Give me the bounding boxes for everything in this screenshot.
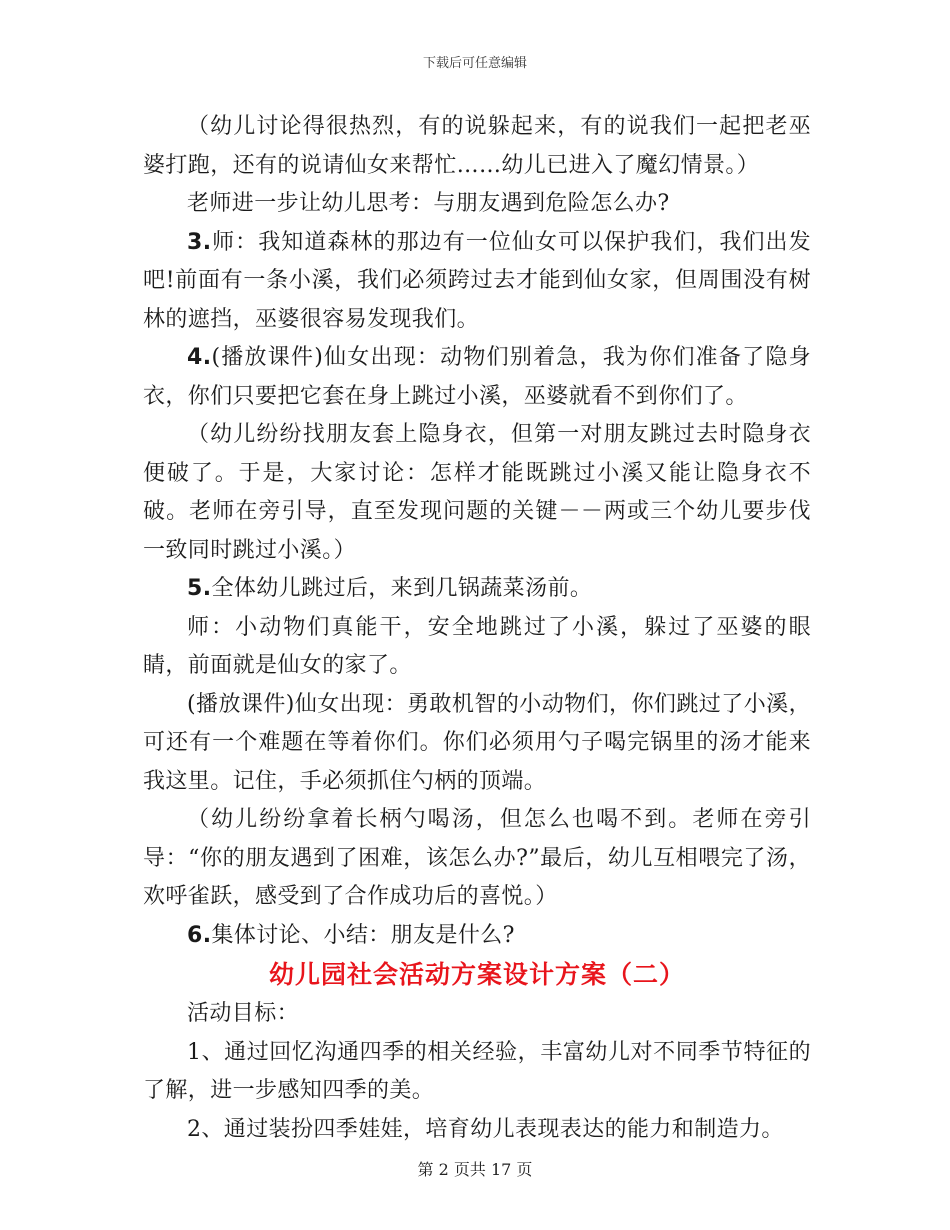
page-footer: 第 2 页共 17 页 (417, 1160, 533, 1179)
document-body (143, 108, 811, 1149)
paragraph-discussion-3: （幼儿纷纷拿着长柄勺喝汤，但怎么也喝不到。老师在旁引导：“你的朋友遇到了困难，该怎么办?”最后，幼儿互相喂完了汤，欢呼雀跃，感受到了合作成功后的喜悦。） (143, 807, 811, 909)
paragraph-discussion-2: （幼儿纷纷找朋友套上隐身衣，但第一对朋友跳过去时隐身衣便破了。于是，大家讨论：怎样才能既跳过小溪又能让隐身衣不破。老师在旁引导，直至发现问题的关键－－两或三个幼儿要步伐一致同时跳过小溪。） (143, 422, 811, 563)
paragraph-objective-2: 2、通过装扮四季娃娃，培育幼儿表现表达的能力和制造力。 (187, 1116, 784, 1142)
paragraph-step-4: 4.(播放课件)仙女出现：动物们别着急，我为你们准备了隐身衣，你们只要把它套在身上跳过小溪，巫婆就看不到你们了。 (143, 345, 811, 409)
page-header: 下载后可任意编辑 (422, 56, 527, 71)
paragraph-step-5: 5.全体幼儿跳过后，来到几锅蔬菜汤前。 (187, 576, 593, 601)
paragraph-step-3: 3.师：我知道森林的那边有一位仙女可以保护我们，我们出发吧!前面有一条小溪，我们必须跨过去才能到仙女家，但周围没有树林的遮挡，巫婆很容易发现我们。 (143, 229, 811, 332)
paragraph-fairy-challenge: (播放课件)仙女出现：勇敢机智的小动物们，你们跳过了小溪，可还有一个难题在等着你们。你们必须用勺子喝完锅里的汤才能来我这里。记住，手必须抓住勺柄的顶端。 (143, 691, 811, 794)
step-number: 3. (187, 229, 212, 255)
step-number: 5. (187, 576, 212, 601)
section-title: 幼儿园社会活动方案设计方案（二） (268, 960, 685, 989)
paragraph-teacher-praise: 师：小动物们真能干，安全地跳过了小溪，躲过了巫婆的眼睛，前面就是仙女的家了。 (143, 614, 811, 678)
paragraph-teacher-question: 老师进一步让幼儿思考：与朋友遇到危险怎么办? (187, 191, 670, 216)
paragraph-objectives-heading: 活动目标： (187, 1001, 300, 1026)
step-number: 6. (187, 922, 212, 948)
paragraph-step-6: 6.集体讨论、小结：朋友是什么? (187, 922, 515, 948)
step-number: 4. (187, 345, 212, 370)
paragraph-discussion-1: （幼儿讨论得很热烈，有的说躲起来，有的说我们一起把老巫婆打跑，还有的说请仙女来帮忙……幼儿已进入了魔幻情景。） (143, 114, 811, 178)
paragraph-objective-1: 1、通过回忆沟通四季的相关经验，丰富幼儿对不同季节特征的了解，进一步感知四季的美。 (143, 1039, 811, 1103)
